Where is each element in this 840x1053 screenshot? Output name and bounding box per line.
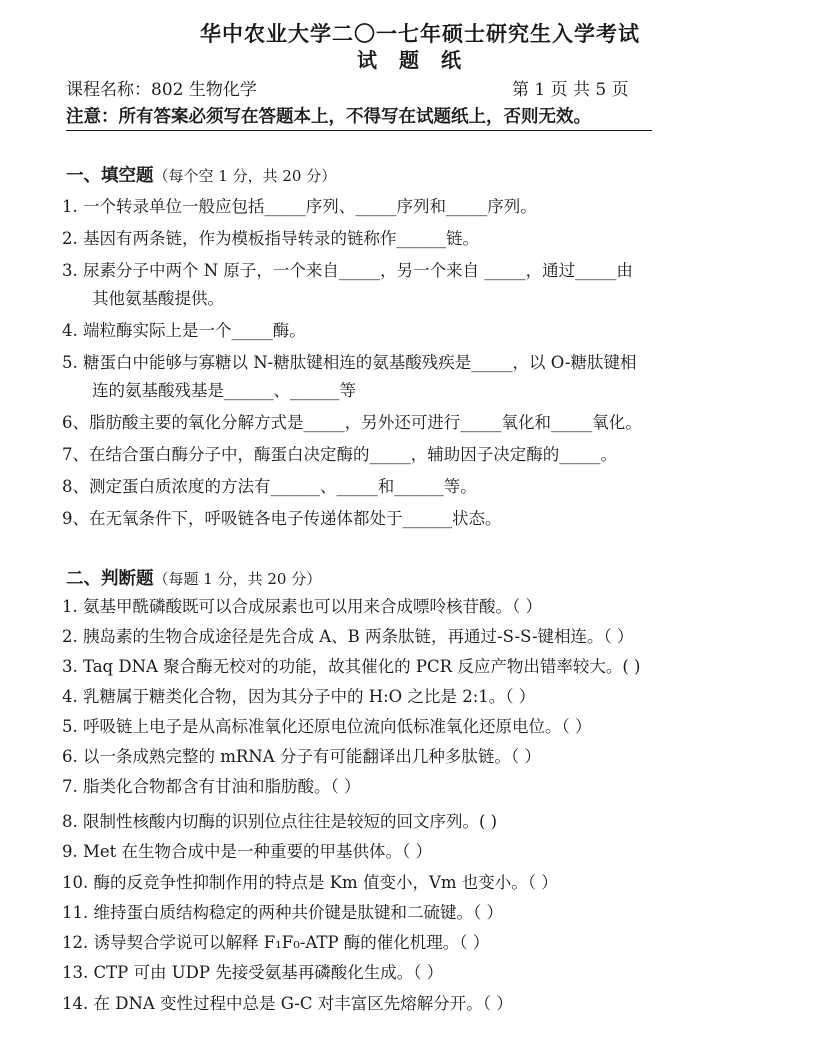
question-line: 9、在无氧条件下，呼吸链各电子传递体都处于______状态。 (62, 509, 502, 528)
question-line: 12. 诱导契合学说可以解释 F₁F₀-ATP 酶的催化机理。（ ） (62, 933, 490, 952)
question-line: 8. 限制性核酸内切酶的识别位点往往是较短的回文序列。( ) (62, 812, 498, 831)
question-line: 2. 基因有两条链，作为模板指导转录的链称作______链。 (62, 229, 479, 248)
page-info: 第 1 页 共 5 页 (512, 80, 629, 100)
question-line: 6、脂肪酸主要的氧化分解方式是_____，另外还可进行_____氧化和_____氧化。 (62, 413, 642, 432)
question-line: 1. 一个转录单位一般应包括_____序列、_____序列和_____序列。 (62, 197, 537, 216)
section-note: （每个空 1 分，共 20 分） (153, 167, 337, 185)
question-line: 连的氨基酸残基是______、______等 (92, 381, 356, 400)
question-line: 11. 维持蛋白质结构稳定的两种共价键是肽键和二硫键。（ ） (62, 903, 503, 922)
question-line: 8、测定蛋白质浓度的方法有______、_____和______等。 (62, 477, 477, 496)
question-line: 3. 尿素分子中两个 N 原子，一个来自_____，另一个来自 _____，通过_____由 (62, 261, 633, 280)
question-line: 2. 胰岛素的生物合成途径是先合成 A、B 两条肽链，再通过-S-S-键相连。（ ） (62, 627, 634, 646)
question-line: 6. 以一条成熟完整的 mRNA 分子有可能翻译出几种多肽链。（ ） (62, 747, 541, 766)
section-true-false-heading (66, 565, 321, 590)
question-line: 10. 酶的反竞争性抑制作用的特点是 Km 值变小，Vm 也变小。（ ） (62, 873, 558, 892)
section-fill-in-heading (66, 162, 336, 187)
section-heading: 二、判断题 (66, 569, 154, 589)
section-note: （每题 1 分，共 20 分） (153, 570, 322, 588)
question-line: 7. 脂类化合物都含有甘油和脂肪酸。（ ） (62, 777, 361, 796)
notice: 注意：所有答案必须写在答题本上，不得写在试题纸上，否则无效。 (66, 103, 652, 131)
exam-subtitle: 试题纸 (357, 48, 483, 72)
question-line: 其他氨基酸提供。 (92, 289, 224, 308)
question-line: 7、在结合蛋白酶分子中，酶蛋白决定酶的_____，辅助因子决定酶的_____。 (62, 445, 617, 464)
question-line: 3. Taq DNA 聚合酶无校对的功能，故其催化的 PCR 反应产物出错率较大。( ) (62, 657, 641, 676)
question-line: 13. CTP 可由 UDP 先接受氨基再磷酸化生成。（ ） (62, 963, 444, 982)
question-line: 4. 乳糖属于糖类化合物，因为其分子中的 H:O 之比是 2:1。（ ） (62, 687, 536, 706)
question-line: 14. 在 DNA 变性过程中总是 G-C 对丰富区先熔解分开。（ ） (62, 994, 513, 1013)
question-line: 9. Met 在生物合成中是一种重要的甲基供体。（ ） (62, 842, 433, 861)
question-line: 5. 呼吸链上电子是从高标准氧化还原电位流向低标准氧化还原电位。（ ） (62, 717, 592, 736)
question-line: 4. 端粒酶实际上是一个_____酶。 (62, 321, 306, 340)
exam-title: 华中农业大学二〇一七年硕士研究生入学考试 (200, 22, 640, 46)
question-line: 5. 糖蛋白中能够与寡糖以 N-糖肽键相连的氨基酸残疾是_____，以 O-糖肽键相 (62, 353, 637, 372)
section-heading: 一、填空题 (66, 166, 154, 186)
course-name: 课程名称：802 生物化学 (66, 80, 257, 100)
question-line: 1. 氨基甲酰磷酸既可以合成尿素也可以用来合成嘌呤核苷酸。（ ） (62, 597, 542, 616)
